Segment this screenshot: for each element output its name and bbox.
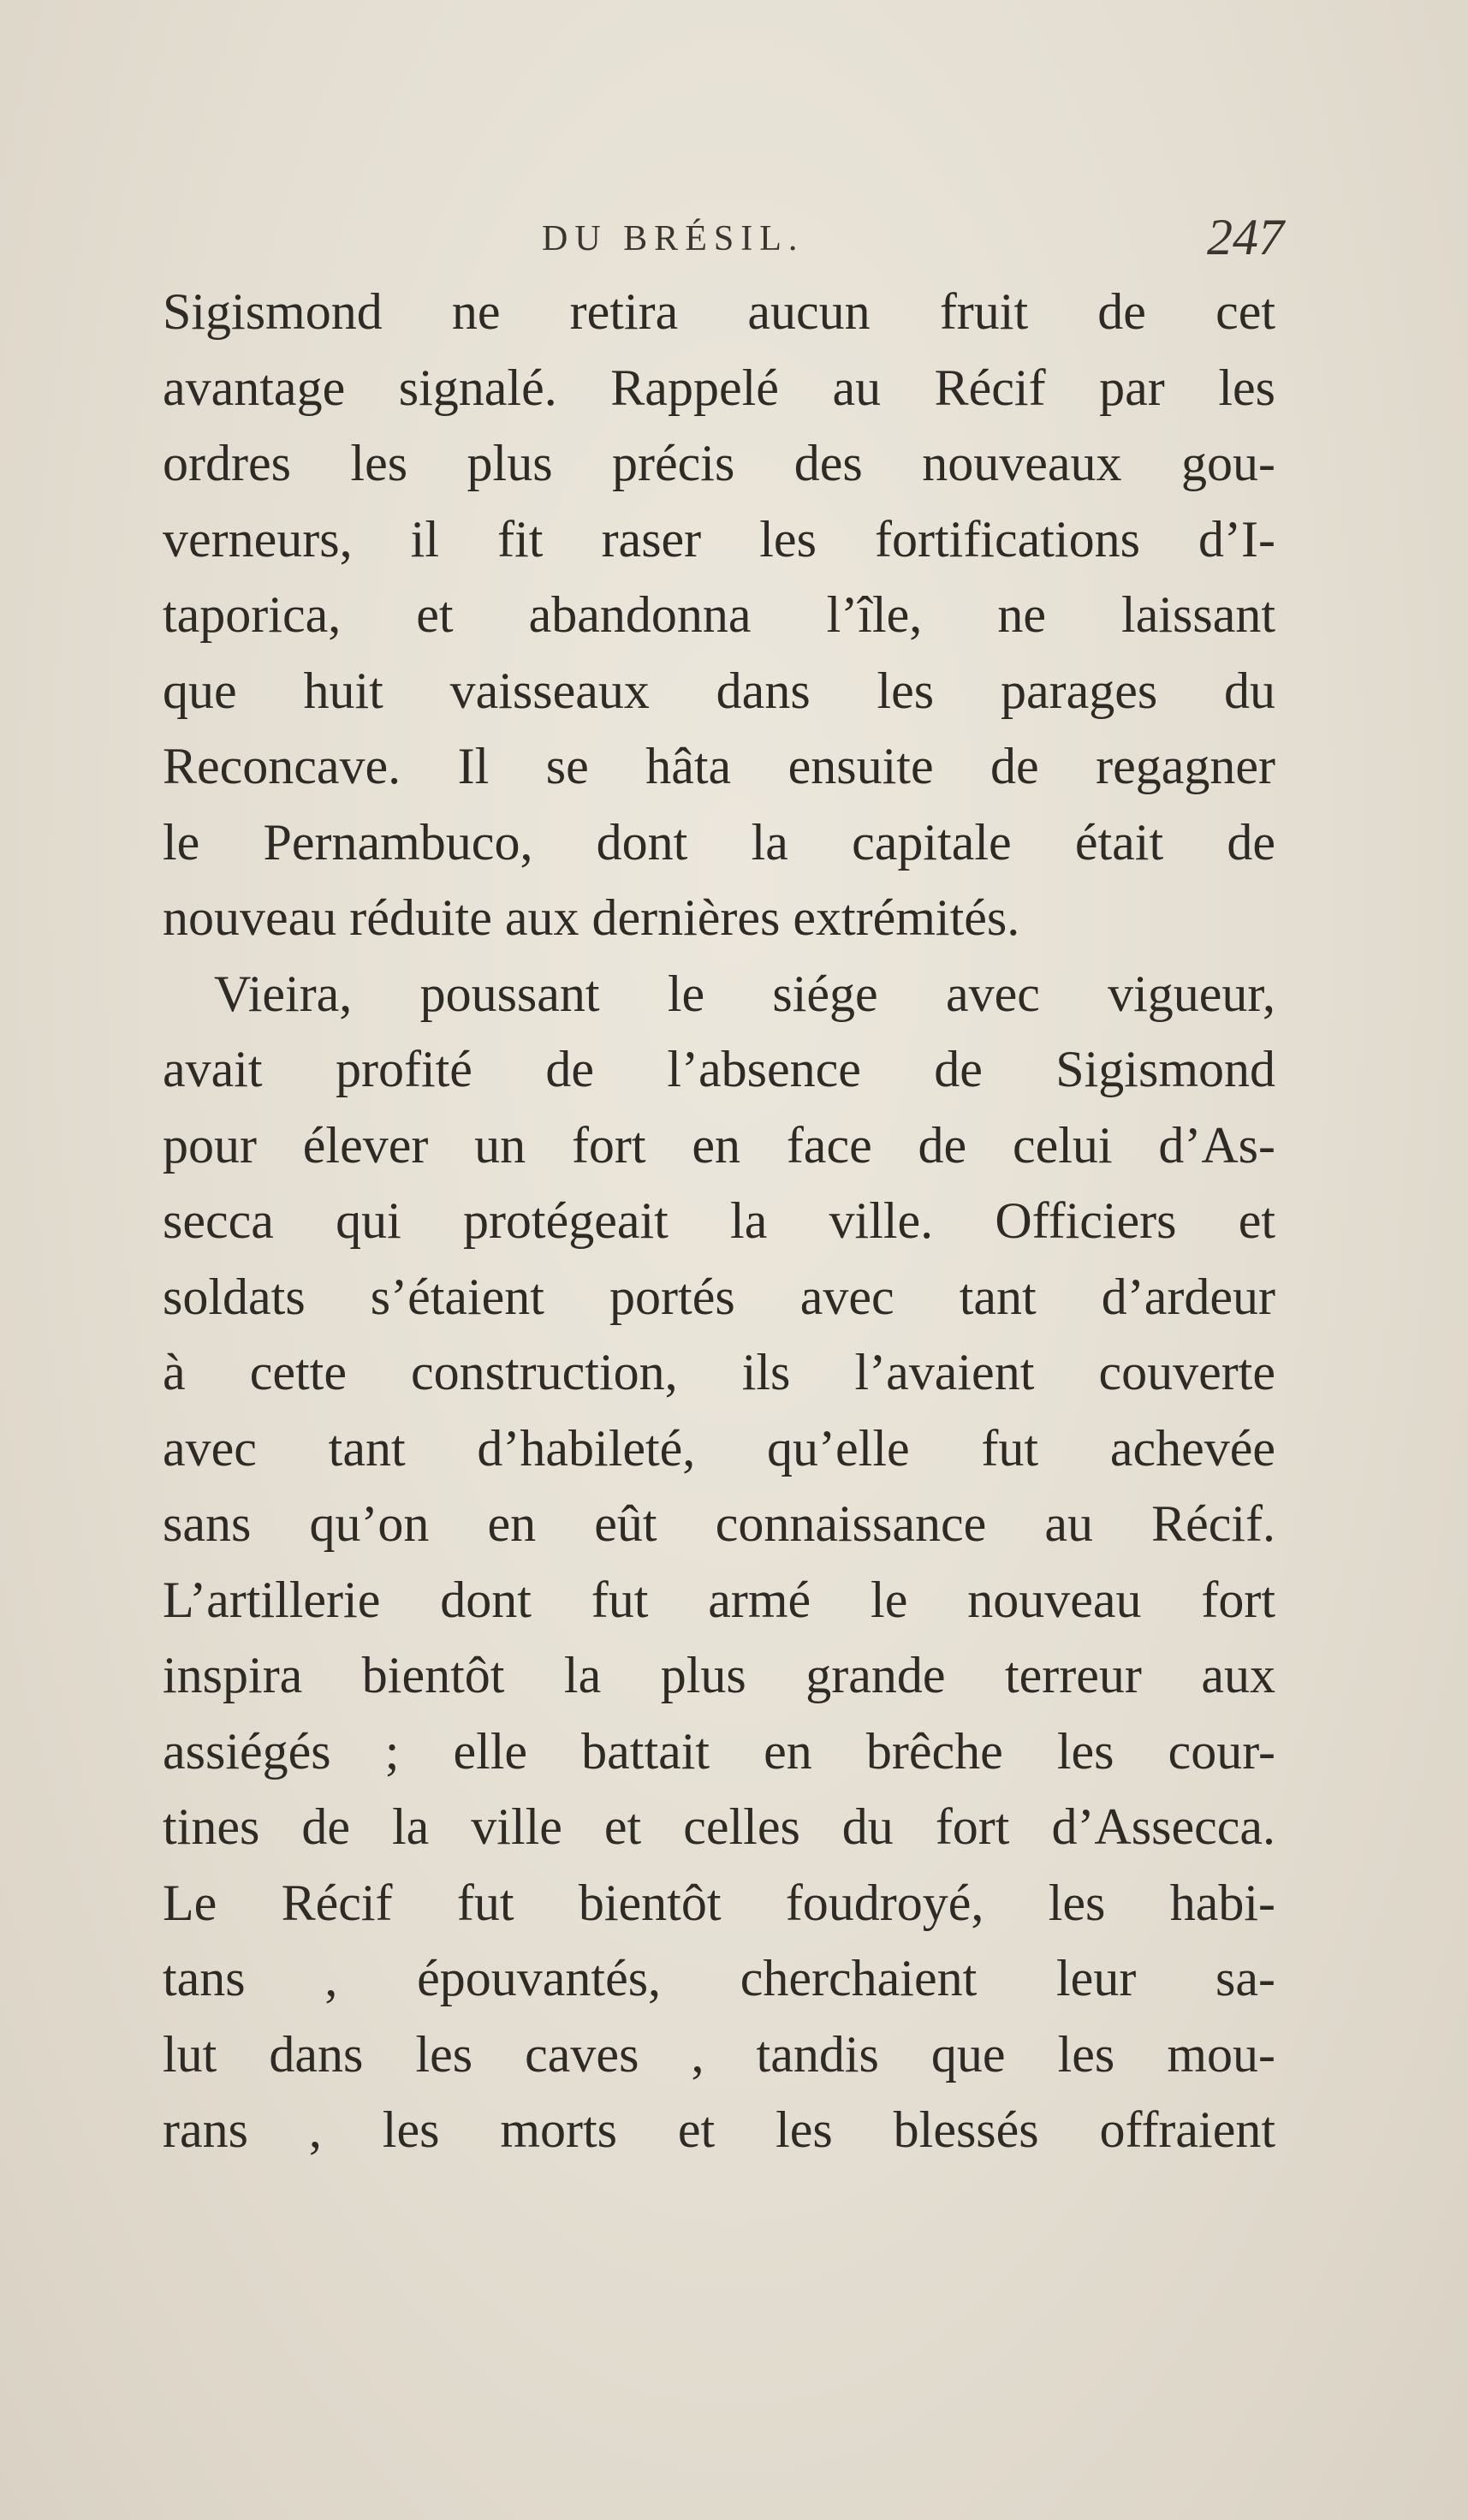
text-line: taporica, et abandonna l’île, ne laissant [163,586,1275,643]
text-line: Reconcave. Il se hâta ensuite de regagner [163,738,1275,794]
text-line: tans , épouvantés, cherchaient leur sa- [163,1950,1275,2006]
text-line: pour élever un fort en face de celui d’As- [163,1116,1275,1174]
text-line: rans , les morts et les blessés offraient [163,2101,1275,2158]
page-header [163,208,1284,268]
page-number: 247 [1207,209,1284,265]
text-line: avantage signalé. Rappelé au Récif par les [163,359,1275,416]
text-line: nouveau réduite aux dernières extrémités. [163,889,1020,946]
text-line: Vieira, poussant le siége avec vigueur, [214,965,1275,1022]
text-line: assiégés ; elle battait en brêche les cour- [163,1722,1275,1780]
text-line: Sigismond ne retira aucun fruit de cet [163,283,1275,340]
text-line: que huit vaisseaux dans les parages du [163,662,1275,719]
text-line: soldats s’étaient portés avec tant d’ardeur [163,1268,1275,1325]
text-line: à cette construction, ils l’avaient couverte [163,1344,1275,1400]
text-line: tines de la ville et celles du fort d’Assecca. [163,1798,1275,1855]
text-line: lut dans les caves , tandis que les mou- [163,2025,1275,2083]
text-line: le Pernambuco, dont la capitale était de [163,813,1275,871]
text-line: Le Récif fut bientôt foudroyé, les habi- [163,1874,1275,1931]
text-line: avait profité de l’absence de Sigismond [163,1041,1275,1097]
text-line: verneurs, il fit raser les fortifications d’I- [163,510,1275,568]
text-line: inspira bientôt la plus grande terreur aux [163,1647,1275,1703]
running-head: DU BRÉSIL. [542,219,805,259]
text-line: secca qui protégeait la ville. Officiers et [163,1192,1275,1249]
body-text [163,274,1275,2168]
text-line: L’artillerie dont fut armé le nouveau fort [163,1571,1275,1628]
text-line: avec tant d’habileté, qu’elle fut achevée [163,1419,1275,1477]
text-line: ordres les plus précis des nouveaux gou- [163,435,1275,491]
text-line: sans qu’on en eût connaissance au Récif. [163,1495,1275,1552]
